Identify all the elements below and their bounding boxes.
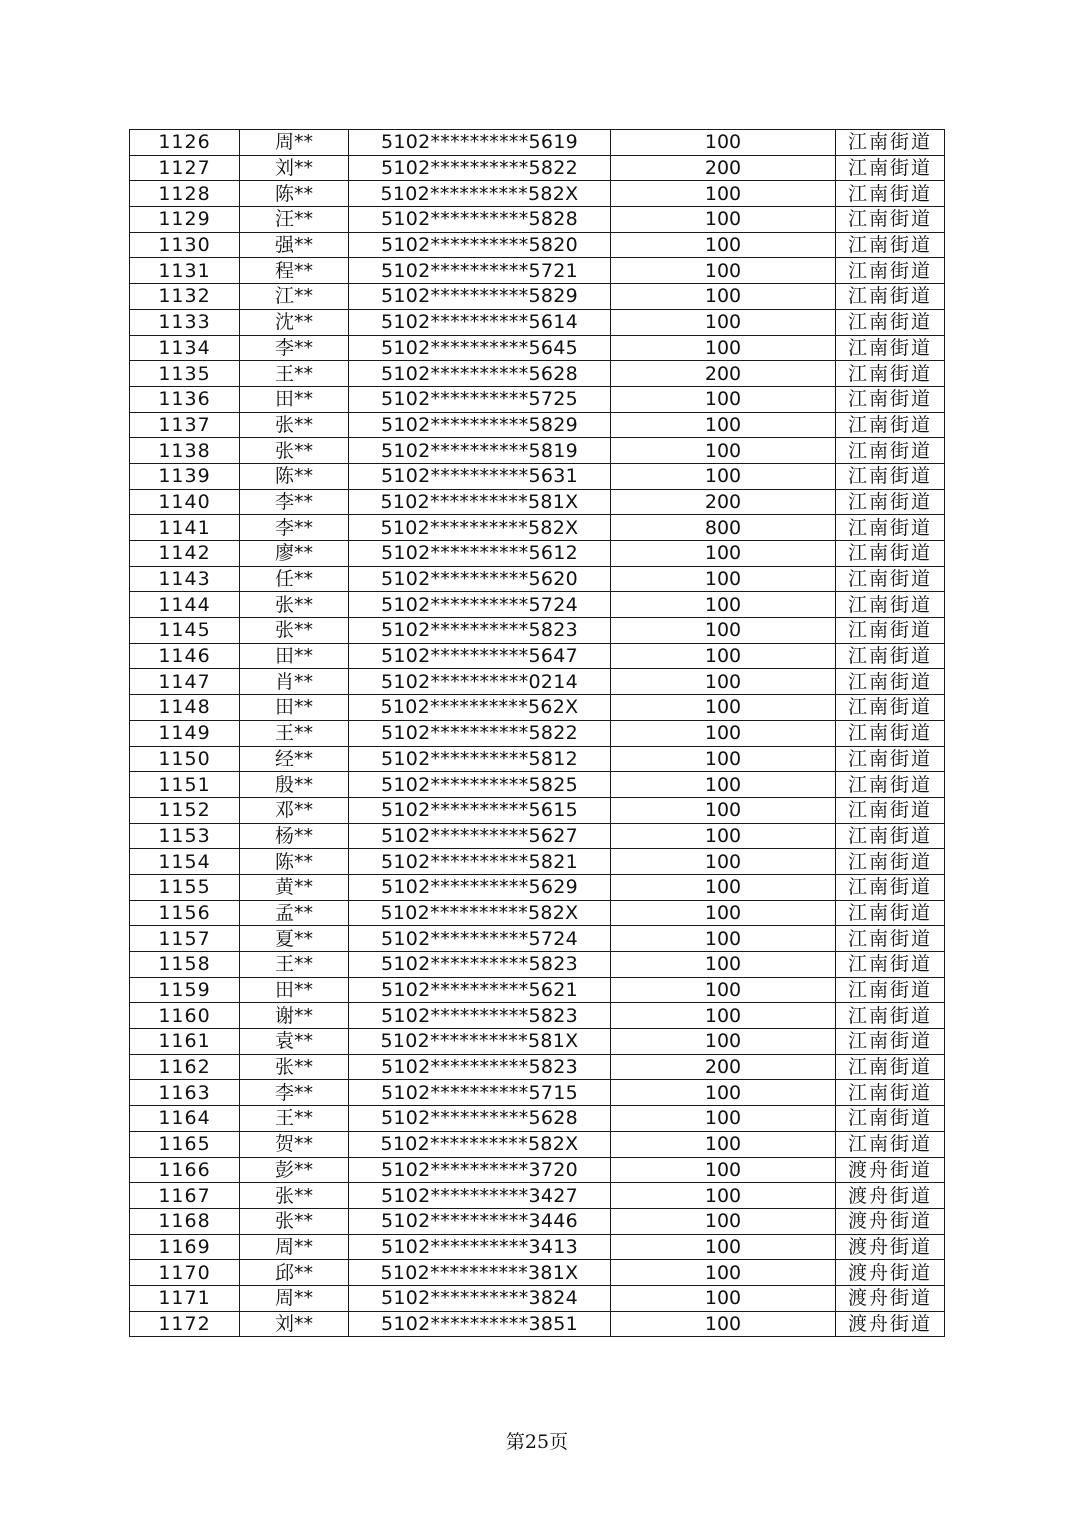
cell-seq: 1143 [130, 566, 240, 592]
cell-amount: 100 [611, 438, 836, 464]
cell-amount: 100 [611, 618, 836, 644]
cell-street: 江南街道 [836, 618, 945, 644]
cell-id-number: 5102**********381X [349, 1260, 611, 1286]
cell-street: 江南街道 [836, 926, 945, 952]
cell-street: 江南街道 [836, 592, 945, 618]
cell-id-number: 5102**********5823 [349, 1054, 611, 1080]
cell-seq: 1146 [130, 643, 240, 669]
cell-name: 彭** [240, 1157, 349, 1183]
cell-street: 江南街道 [836, 900, 945, 926]
cell-id-number: 5102**********582X [349, 900, 611, 926]
table-row [130, 874, 945, 900]
cell-name: 李** [240, 489, 349, 515]
cell-seq: 1172 [130, 1311, 240, 1337]
page-number: 第25页 [505, 1431, 569, 1453]
cell-id-number: 5102**********5615 [349, 797, 611, 823]
cell-seq: 1158 [130, 952, 240, 978]
cell-street: 江南街道 [836, 335, 945, 361]
cell-seq: 1128 [130, 181, 240, 207]
table-row [130, 284, 945, 310]
table-row [130, 746, 945, 772]
cell-amount: 100 [611, 669, 836, 695]
cell-id-number: 5102**********3851 [349, 1311, 611, 1337]
cell-amount: 100 [611, 1208, 836, 1234]
cell-amount: 100 [611, 309, 836, 335]
cell-id-number: 5102**********582X [349, 515, 611, 541]
cell-street: 江南街道 [836, 797, 945, 823]
cell-id-number: 5102**********3720 [349, 1157, 611, 1183]
cell-seq: 1126 [130, 130, 240, 156]
cell-seq: 1154 [130, 849, 240, 875]
cell-amount: 100 [611, 874, 836, 900]
cell-seq: 1141 [130, 515, 240, 541]
cell-name: 张** [240, 1208, 349, 1234]
cell-amount: 100 [611, 1003, 836, 1029]
cell-id-number: 5102**********5629 [349, 874, 611, 900]
cell-street: 江南街道 [836, 232, 945, 258]
cell-id-number: 5102**********3413 [349, 1234, 611, 1260]
cell-seq: 1132 [130, 284, 240, 310]
cell-id-number: 5102**********5822 [349, 155, 611, 181]
cell-seq: 1137 [130, 412, 240, 438]
cell-id-number: 5102**********5619 [349, 130, 611, 156]
cell-id-number: 5102**********5614 [349, 309, 611, 335]
cell-seq: 1162 [130, 1054, 240, 1080]
cell-street: 江南街道 [836, 1131, 945, 1157]
cell-street: 江南街道 [836, 1029, 945, 1055]
cell-name: 李** [240, 1080, 349, 1106]
table-row [130, 952, 945, 978]
cell-seq: 1167 [130, 1183, 240, 1209]
cell-name: 殷** [240, 772, 349, 798]
cell-name: 张** [240, 1183, 349, 1209]
table-row [130, 1234, 945, 1260]
cell-street: 江南街道 [836, 438, 945, 464]
table-row [130, 643, 945, 669]
cell-amount: 100 [611, 541, 836, 567]
cell-id-number: 5102**********5828 [349, 207, 611, 233]
cell-id-number: 5102**********5820 [349, 232, 611, 258]
cell-amount: 100 [611, 335, 836, 361]
cell-id-number: 5102**********5724 [349, 926, 611, 952]
cell-name: 肖** [240, 669, 349, 695]
cell-id-number: 5102**********5725 [349, 386, 611, 412]
table-row [130, 772, 945, 798]
table-row [130, 1054, 945, 1080]
table-row [130, 1260, 945, 1286]
cell-amount: 800 [611, 515, 836, 541]
cell-amount: 100 [611, 258, 836, 284]
table-row [130, 1208, 945, 1234]
cell-seq: 1165 [130, 1131, 240, 1157]
cell-street: 江南街道 [836, 1106, 945, 1132]
cell-name: 任** [240, 566, 349, 592]
cell-seq: 1149 [130, 720, 240, 746]
cell-street: 江南街道 [836, 155, 945, 181]
cell-id-number: 5102**********5721 [349, 258, 611, 284]
cell-amount: 100 [611, 1131, 836, 1157]
table-row [130, 438, 945, 464]
table-row [130, 181, 945, 207]
table-row [130, 1285, 945, 1311]
cell-id-number: 5102**********5628 [349, 361, 611, 387]
cell-amount: 100 [611, 284, 836, 310]
cell-amount: 100 [611, 1080, 836, 1106]
cell-street: 渡舟街道 [836, 1208, 945, 1234]
table-row [130, 463, 945, 489]
cell-name: 沈** [240, 309, 349, 335]
cell-seq: 1133 [130, 309, 240, 335]
cell-seq: 1144 [130, 592, 240, 618]
cell-street: 江南街道 [836, 386, 945, 412]
cell-seq: 1152 [130, 797, 240, 823]
cell-seq: 1163 [130, 1080, 240, 1106]
cell-name: 邱** [240, 1260, 349, 1286]
table-row [130, 1080, 945, 1106]
cell-id-number: 5102**********5829 [349, 284, 611, 310]
cell-street: 渡舟街道 [836, 1183, 945, 1209]
cell-name: 黄** [240, 874, 349, 900]
cell-name: 张** [240, 592, 349, 618]
cell-street: 江南街道 [836, 1003, 945, 1029]
cell-id-number: 5102**********5823 [349, 618, 611, 644]
cell-name: 陈** [240, 463, 349, 489]
table-row [130, 926, 945, 952]
cell-name: 刘** [240, 1311, 349, 1337]
table-row [130, 797, 945, 823]
cell-amount: 200 [611, 155, 836, 181]
table-row [130, 695, 945, 721]
cell-street: 江南街道 [836, 284, 945, 310]
cell-name: 张** [240, 438, 349, 464]
table-row [130, 977, 945, 1003]
cell-id-number: 5102**********581X [349, 489, 611, 515]
table-row [130, 1029, 945, 1055]
cell-amount: 100 [611, 977, 836, 1003]
cell-seq: 1156 [130, 900, 240, 926]
cell-name: 程** [240, 258, 349, 284]
cell-seq: 1170 [130, 1260, 240, 1286]
cell-street: 江南街道 [836, 181, 945, 207]
cell-amount: 100 [611, 592, 836, 618]
cell-amount: 100 [611, 900, 836, 926]
cell-id-number: 5102**********3427 [349, 1183, 611, 1209]
cell-amount: 100 [611, 1157, 836, 1183]
cell-seq: 1164 [130, 1106, 240, 1132]
cell-seq: 1169 [130, 1234, 240, 1260]
cell-name: 陈** [240, 849, 349, 875]
cell-seq: 1157 [130, 926, 240, 952]
cell-street: 江南街道 [836, 643, 945, 669]
cell-street: 江南街道 [836, 669, 945, 695]
cell-amount: 100 [611, 746, 836, 772]
cell-seq: 1148 [130, 695, 240, 721]
cell-street: 渡舟街道 [836, 1157, 945, 1183]
table-row [130, 541, 945, 567]
cell-name: 王** [240, 361, 349, 387]
cell-name: 田** [240, 695, 349, 721]
cell-amount: 100 [611, 952, 836, 978]
cell-street: 江南街道 [836, 130, 945, 156]
table-row [130, 592, 945, 618]
cell-name: 王** [240, 1106, 349, 1132]
cell-id-number: 5102**********5715 [349, 1080, 611, 1106]
cell-street: 渡舟街道 [836, 1285, 945, 1311]
cell-id-number: 5102**********562X [349, 695, 611, 721]
cell-name: 田** [240, 386, 349, 412]
table-row [130, 720, 945, 746]
cell-name: 杨** [240, 823, 349, 849]
cell-amount: 100 [611, 386, 836, 412]
cell-street: 江南街道 [836, 977, 945, 1003]
table-row [130, 335, 945, 361]
cell-street: 江南街道 [836, 746, 945, 772]
table-row [130, 515, 945, 541]
table-row [130, 1106, 945, 1132]
cell-amount: 200 [611, 489, 836, 515]
cell-name: 汪** [240, 207, 349, 233]
cell-id-number: 5102**********5823 [349, 952, 611, 978]
cell-name: 夏** [240, 926, 349, 952]
cell-amount: 100 [611, 720, 836, 746]
cell-seq: 1135 [130, 361, 240, 387]
cell-id-number: 5102**********5829 [349, 412, 611, 438]
table-row [130, 669, 945, 695]
table-row [130, 1183, 945, 1209]
cell-name: 廖** [240, 541, 349, 567]
cell-amount: 100 [611, 232, 836, 258]
cell-seq: 1139 [130, 463, 240, 489]
table-row [130, 1003, 945, 1029]
table-row [130, 155, 945, 181]
table-row [130, 849, 945, 875]
cell-id-number: 5102**********5823 [349, 1003, 611, 1029]
cell-name: 江** [240, 284, 349, 310]
cell-id-number: 5102**********582X [349, 1131, 611, 1157]
cell-name: 李** [240, 335, 349, 361]
cell-id-number: 5102**********581X [349, 1029, 611, 1055]
cell-seq: 1159 [130, 977, 240, 1003]
cell-name: 袁** [240, 1029, 349, 1055]
cell-seq: 1129 [130, 207, 240, 233]
cell-street: 江南街道 [836, 849, 945, 875]
cell-street: 江南街道 [836, 874, 945, 900]
cell-amount: 100 [611, 463, 836, 489]
cell-amount: 100 [611, 1311, 836, 1337]
table-row [130, 566, 945, 592]
table-row [130, 823, 945, 849]
cell-name: 王** [240, 720, 349, 746]
cell-seq: 1130 [130, 232, 240, 258]
cell-id-number: 5102**********5645 [349, 335, 611, 361]
cell-street: 江南街道 [836, 720, 945, 746]
cell-seq: 1160 [130, 1003, 240, 1029]
table-row [130, 232, 945, 258]
cell-id-number: 5102**********5819 [349, 438, 611, 464]
table-row [130, 412, 945, 438]
cell-amount: 100 [611, 695, 836, 721]
cell-name: 田** [240, 643, 349, 669]
cell-name: 田** [240, 977, 349, 1003]
cell-seq: 1134 [130, 335, 240, 361]
cell-id-number: 5102**********5627 [349, 823, 611, 849]
cell-amount: 100 [611, 1285, 836, 1311]
cell-id-number: 5102**********582X [349, 181, 611, 207]
cell-id-number: 5102**********5825 [349, 772, 611, 798]
records-table-body [130, 130, 945, 1337]
cell-street: 渡舟街道 [836, 1311, 945, 1337]
cell-street: 江南街道 [836, 823, 945, 849]
cell-id-number: 5102**********5631 [349, 463, 611, 489]
table-row [130, 1131, 945, 1157]
cell-amount: 200 [611, 361, 836, 387]
cell-id-number: 5102**********5822 [349, 720, 611, 746]
cell-street: 江南街道 [836, 1080, 945, 1106]
cell-seq: 1151 [130, 772, 240, 798]
cell-id-number: 5102**********3446 [349, 1208, 611, 1234]
cell-amount: 200 [611, 1054, 836, 1080]
cell-id-number: 5102**********5621 [349, 977, 611, 1003]
cell-amount: 100 [611, 772, 836, 798]
cell-id-number: 5102**********5647 [349, 643, 611, 669]
table-row [130, 386, 945, 412]
cell-street: 江南街道 [836, 515, 945, 541]
cell-name: 张** [240, 412, 349, 438]
cell-street: 江南街道 [836, 412, 945, 438]
cell-name: 强** [240, 232, 349, 258]
cell-name: 周** [240, 1285, 349, 1311]
cell-street: 江南街道 [836, 952, 945, 978]
cell-seq: 1171 [130, 1285, 240, 1311]
cell-id-number: 5102**********0214 [349, 669, 611, 695]
cell-amount: 100 [611, 412, 836, 438]
cell-seq: 1138 [130, 438, 240, 464]
cell-street: 江南街道 [836, 541, 945, 567]
table-row [130, 618, 945, 644]
table-row [130, 900, 945, 926]
cell-name: 张** [240, 1054, 349, 1080]
cell-seq: 1131 [130, 258, 240, 284]
cell-seq: 1145 [130, 618, 240, 644]
cell-street: 江南街道 [836, 258, 945, 284]
cell-amount: 100 [611, 1029, 836, 1055]
table-row [130, 1311, 945, 1337]
cell-street: 江南街道 [836, 489, 945, 515]
cell-seq: 1161 [130, 1029, 240, 1055]
cell-street: 江南街道 [836, 463, 945, 489]
cell-street: 江南街道 [836, 695, 945, 721]
cell-street: 江南街道 [836, 361, 945, 387]
cell-street: 江南街道 [836, 207, 945, 233]
cell-name: 谢** [240, 1003, 349, 1029]
cell-name: 经** [240, 746, 349, 772]
cell-name: 贺** [240, 1131, 349, 1157]
table-row [130, 489, 945, 515]
cell-amount: 100 [611, 1106, 836, 1132]
cell-name: 邓** [240, 797, 349, 823]
cell-id-number: 5102**********5612 [349, 541, 611, 567]
cell-amount: 100 [611, 926, 836, 952]
cell-amount: 100 [611, 1234, 836, 1260]
cell-seq: 1166 [130, 1157, 240, 1183]
cell-amount: 100 [611, 849, 836, 875]
cell-amount: 100 [611, 130, 836, 156]
cell-id-number: 5102**********5724 [349, 592, 611, 618]
cell-name: 孟** [240, 900, 349, 926]
cell-amount: 100 [611, 643, 836, 669]
table-row [130, 207, 945, 233]
cell-amount: 100 [611, 797, 836, 823]
cell-seq: 1147 [130, 669, 240, 695]
table-row [130, 1157, 945, 1183]
cell-seq: 1127 [130, 155, 240, 181]
cell-seq: 1140 [130, 489, 240, 515]
cell-name: 周** [240, 130, 349, 156]
table-row [130, 361, 945, 387]
cell-id-number: 5102**********5628 [349, 1106, 611, 1132]
cell-name: 刘** [240, 155, 349, 181]
cell-id-number: 5102**********5812 [349, 746, 611, 772]
cell-street: 江南街道 [836, 566, 945, 592]
cell-amount: 100 [611, 207, 836, 233]
cell-amount: 100 [611, 181, 836, 207]
cell-seq: 1168 [130, 1208, 240, 1234]
cell-name: 王** [240, 952, 349, 978]
cell-street: 江南街道 [836, 1054, 945, 1080]
cell-seq: 1155 [130, 874, 240, 900]
cell-street: 江南街道 [836, 309, 945, 335]
cell-street: 渡舟街道 [836, 1260, 945, 1286]
cell-name: 张** [240, 618, 349, 644]
cell-id-number: 5102**********5620 [349, 566, 611, 592]
table-row [130, 130, 945, 156]
cell-amount: 100 [611, 1260, 836, 1286]
cell-seq: 1142 [130, 541, 240, 567]
cell-street: 江南街道 [836, 772, 945, 798]
cell-amount: 100 [611, 823, 836, 849]
cell-seq: 1136 [130, 386, 240, 412]
cell-amount: 100 [611, 566, 836, 592]
cell-id-number: 5102**********3824 [349, 1285, 611, 1311]
cell-name: 陈** [240, 181, 349, 207]
table-row [130, 309, 945, 335]
table-row [130, 258, 945, 284]
cell-id-number: 5102**********5821 [349, 849, 611, 875]
cell-amount: 100 [611, 1183, 836, 1209]
cell-seq: 1153 [130, 823, 240, 849]
cell-seq: 1150 [130, 746, 240, 772]
records-table [129, 129, 945, 1337]
cell-name: 周** [240, 1234, 349, 1260]
cell-name: 李** [240, 515, 349, 541]
cell-street: 渡舟街道 [836, 1234, 945, 1260]
